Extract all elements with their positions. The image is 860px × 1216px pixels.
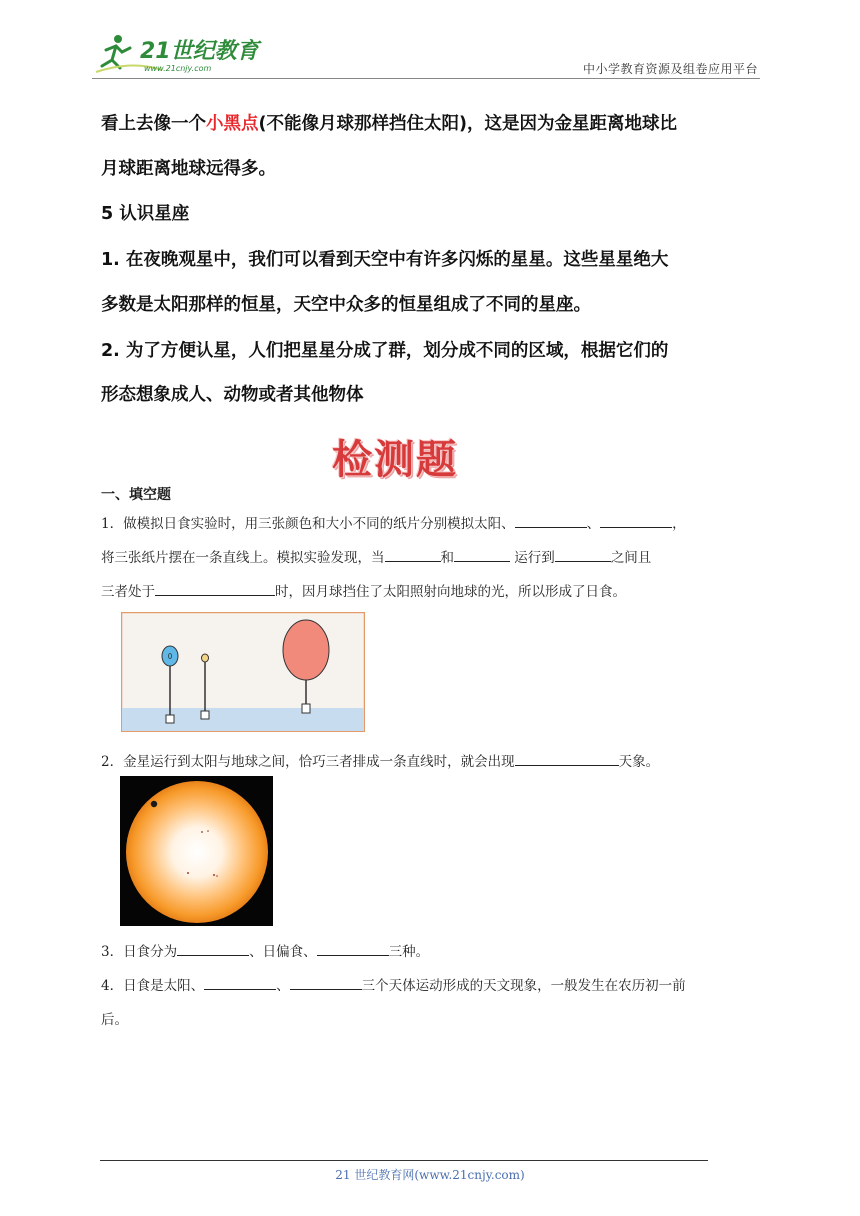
venus-transit-figure xyxy=(120,776,273,926)
logo-text: 21世纪教育 xyxy=(140,39,259,64)
text-segment: 三者处于 xyxy=(101,584,155,600)
text-segment: 、 xyxy=(586,516,601,532)
text-segment: 、 xyxy=(276,978,290,994)
venus-dot xyxy=(151,801,157,807)
paragraph-1-line-2: 多数是太阳那样的恒星，天空中众多的恒星组成了不同的星座。 xyxy=(101,295,591,315)
test-title: 检测题 xyxy=(332,437,458,483)
page-header xyxy=(92,30,760,80)
body-line-2: 月球距离地球远得多。 xyxy=(101,159,276,179)
footer-text[interactable]: 21 世纪教育网(www.21cnjy.com) xyxy=(335,1168,525,1182)
header-divider xyxy=(92,78,760,79)
answer-blank[interactable] xyxy=(317,941,389,956)
paragraph-2-line-2: 形态想象成人、动物或者其他物体 xyxy=(101,385,364,405)
text-segment: 、日偏食、 xyxy=(249,944,317,960)
answer-blank[interactable] xyxy=(290,975,362,990)
text-segment: 三种。 xyxy=(388,944,430,960)
question-4-line-2: 后。 xyxy=(101,1012,128,1028)
eclipse-simulation-figure xyxy=(121,612,365,732)
text-segment: 时，因月球挡住了太阳照射向地球的光，所以形成了日食。 xyxy=(275,584,626,600)
question-1-line-3 xyxy=(101,580,626,600)
paragraph-2-line-1: 2. 为了方便认星，人们把星星分成了群，划分成不同的区域，根据它们的 xyxy=(101,341,669,361)
section-fill-in-blank: 一、填空题 xyxy=(101,487,171,503)
text-segment: 天象。 xyxy=(618,754,660,770)
platform-name: 中小学教育资源及组卷应用平台 xyxy=(582,62,758,76)
logo-url: www.21cnjy.com xyxy=(144,64,212,73)
question-4-line-1 xyxy=(101,974,686,994)
text-segment: 之间且 xyxy=(610,550,652,566)
answer-blank[interactable] xyxy=(600,513,672,528)
answer-blank[interactable] xyxy=(515,751,619,766)
text-segment: 和 xyxy=(440,550,454,566)
question-3 xyxy=(101,940,429,960)
answer-blank[interactable] xyxy=(454,547,510,562)
sun-disc xyxy=(126,781,268,923)
answer-blank[interactable] xyxy=(177,941,249,956)
question-1-line-1 xyxy=(101,512,686,532)
body-line-1 xyxy=(101,110,677,135)
text-segment: 1．做模拟日食实验时，用三张颜色和大小不同的纸片分别模拟太阳、 xyxy=(101,516,515,532)
text-segment: (不能像月球那样挡住太阳)，这是因为金星距离地球比 xyxy=(258,114,677,134)
heading-constellations: 5 认识星座 xyxy=(101,204,190,224)
text-segment: 3．日食分为 xyxy=(101,944,178,960)
question-2 xyxy=(101,750,659,770)
text-segment: ， xyxy=(672,516,686,532)
logo xyxy=(92,30,262,78)
highlight-text: 小黑点 xyxy=(206,114,259,134)
paragraph-1-line-1: 1. 在夜晚观星中，我们可以看到天空中有许多闪烁的星星。这些星星绝大 xyxy=(101,250,669,270)
answer-blank[interactable] xyxy=(155,581,275,596)
answer-blank[interactable] xyxy=(385,547,441,562)
question-1-line-2 xyxy=(101,546,651,566)
answer-blank[interactable] xyxy=(204,975,276,990)
text-segment: 运行到 xyxy=(510,550,555,566)
text-segment: 三个天体运动形成的天文现象，一般发生在农历初一前 xyxy=(361,978,686,994)
text-segment: 将三张纸片摆在一条直线上。模拟实验发现，当 xyxy=(101,550,385,566)
text-segment: 4．日食是太阳、 xyxy=(101,978,205,994)
answer-blank[interactable] xyxy=(515,513,587,528)
text-segment: 2．金星运行到太阳与地球之间，恰巧三者排成一条直线时，就会出现 xyxy=(101,754,515,770)
footer-divider xyxy=(100,1160,708,1161)
answer-blank[interactable] xyxy=(555,547,611,562)
text-segment: 看上去像一个 xyxy=(101,114,206,134)
